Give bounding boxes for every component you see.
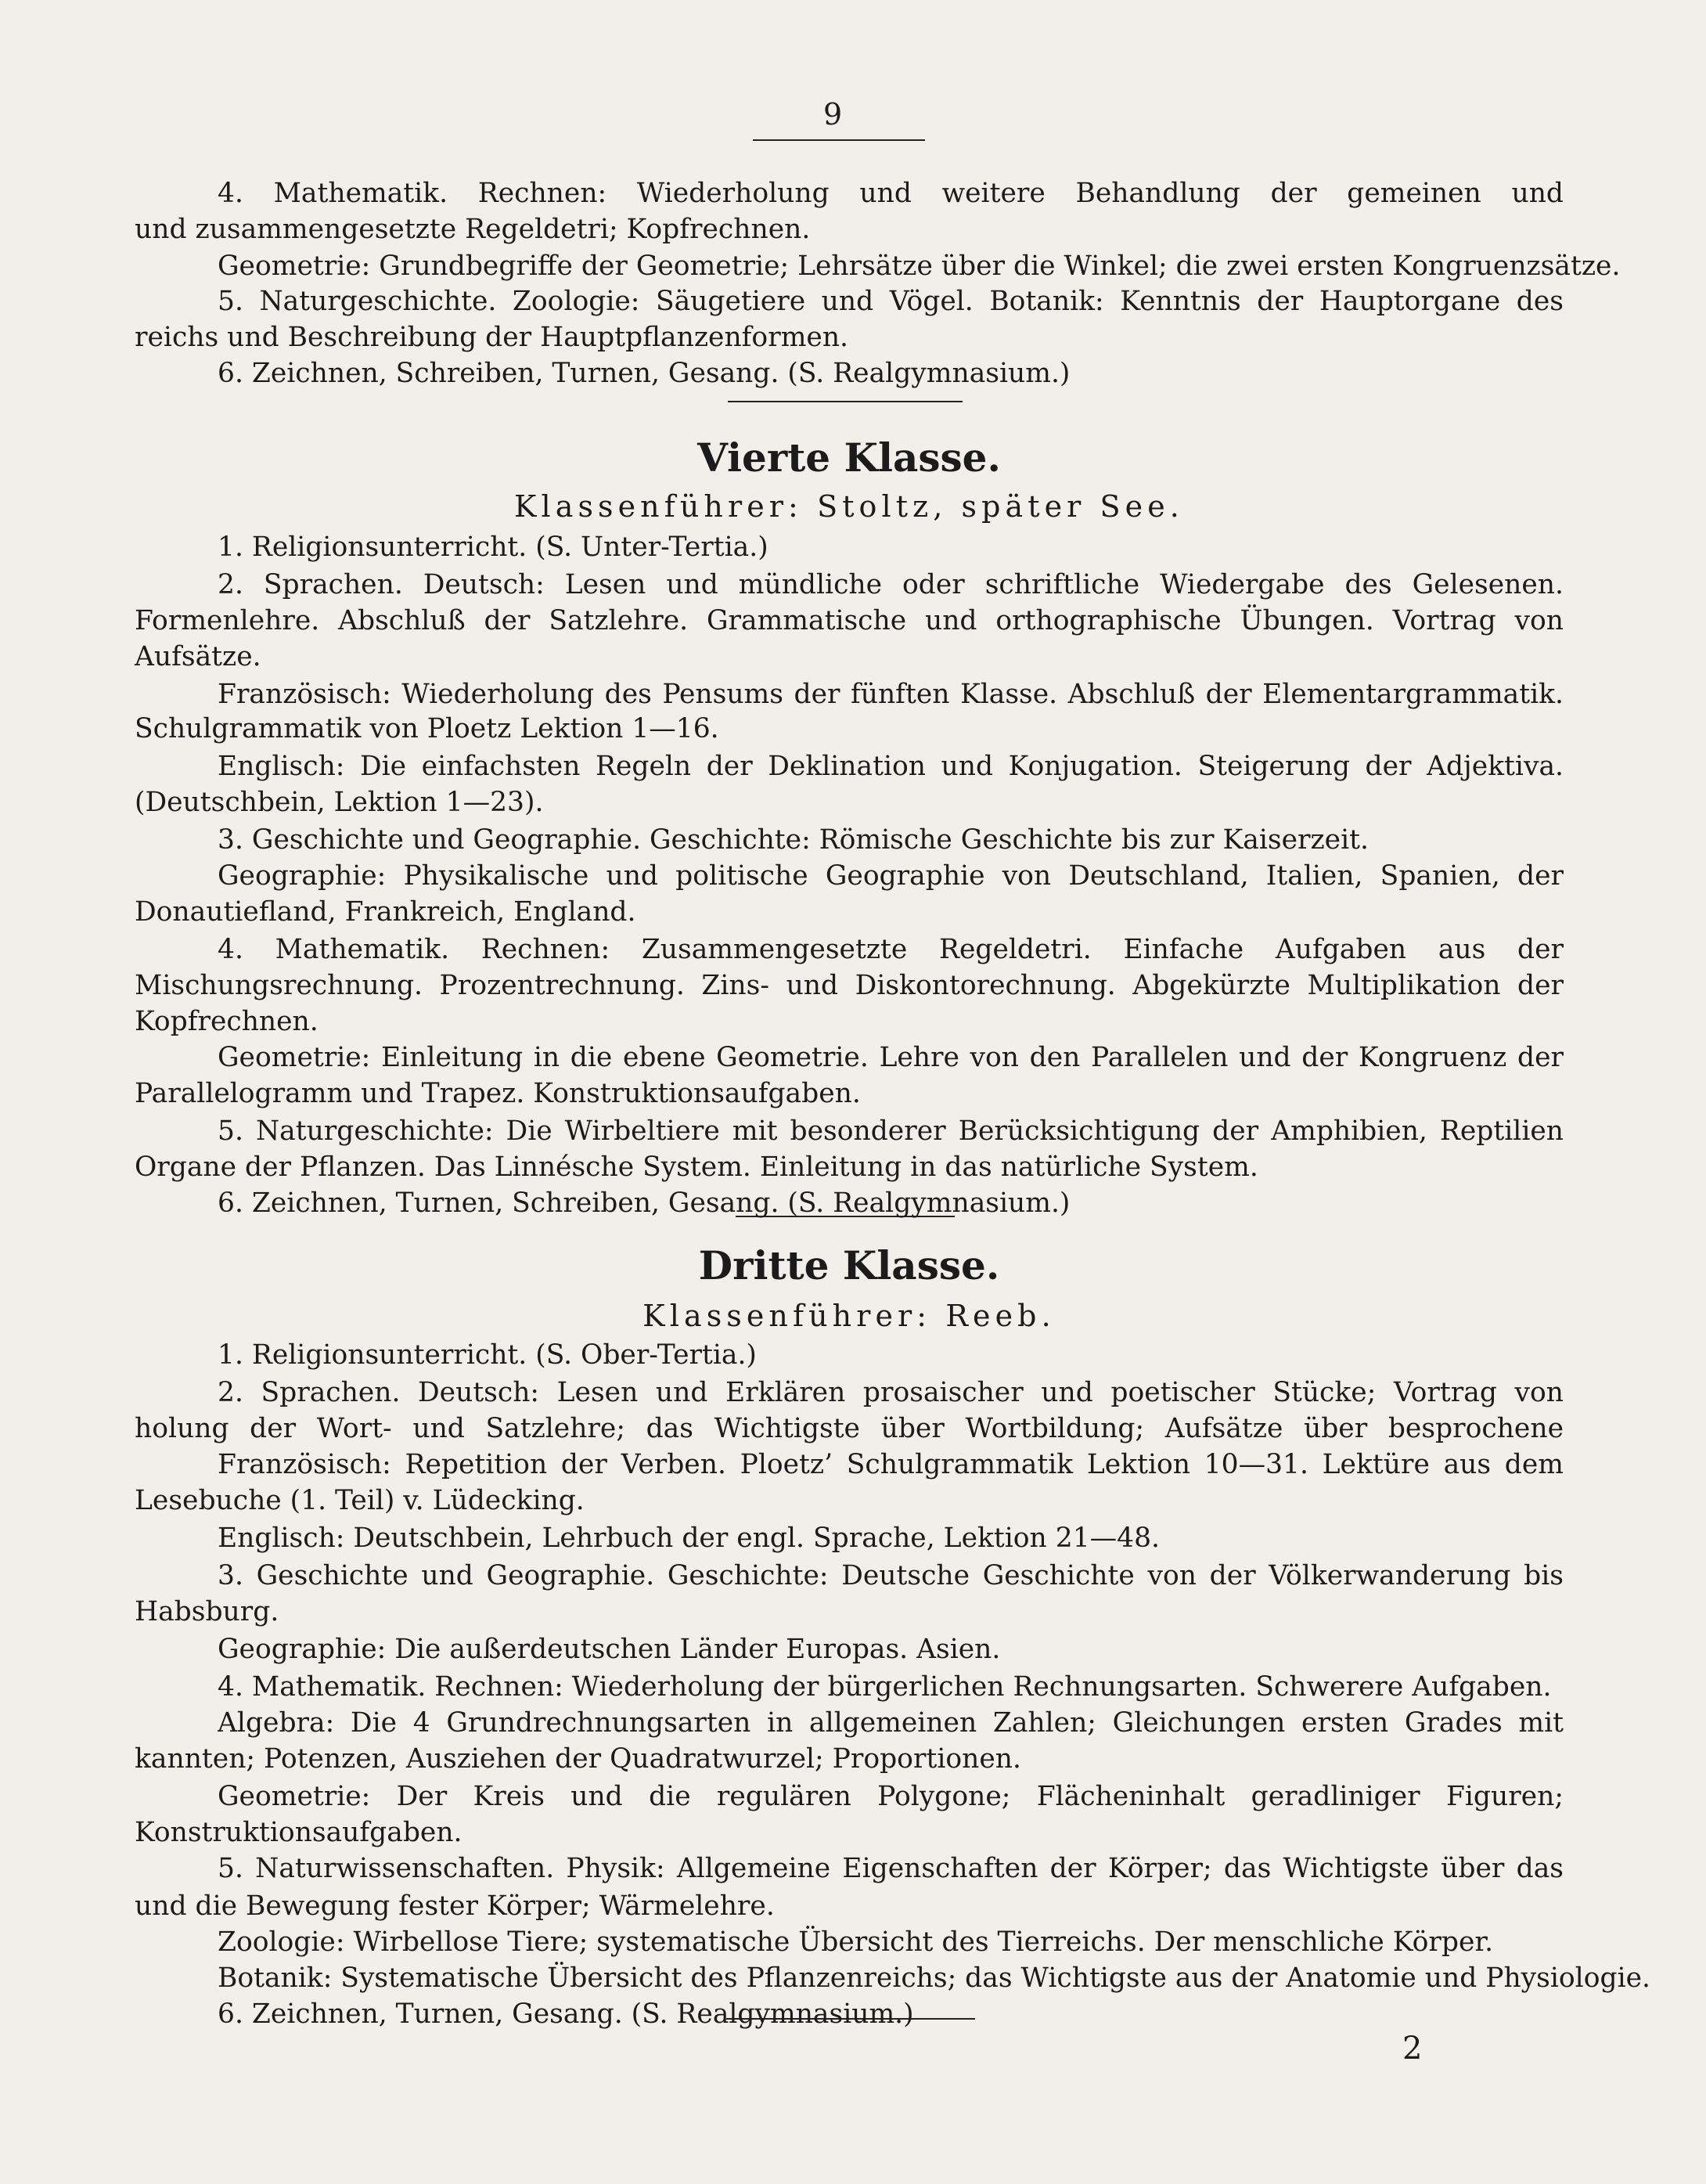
- subheading-klassenfuehrer: Klassenführer: Stoltz, später See.: [514, 489, 1184, 524]
- line-wortlehre: holung der Wort- und Satzlehre; das Wichtigste über Wortbildung; Aufsätze über besprochene: [135, 1413, 1564, 1444]
- line-4-mathematik: 4. Mathematik. Rechnen: Wiederholung und weitere Behandlung der gemeinen und: [218, 178, 1564, 209]
- line-religion: 1. Religionsunterricht. (S. Unter-Tertia.): [218, 532, 768, 563]
- line-konstruktion: Konstruktionsaufgaben.: [135, 1817, 462, 1848]
- line-botanik: Botanik: Systematische Übersicht des Pflanzenreichs; das Wichtigste aus der Anatomie und Physiologie.: [218, 1962, 1650, 1994]
- line-sprachen-deutsch: 2. Sprachen. Deutsch: Lesen und Erklären prosaischer und poetischer Stücke; Vortrag von: [218, 1377, 1564, 1408]
- line-habsburg: Habsburg.: [135, 1596, 279, 1627]
- subheading-klassenfuehrer-reeb: Klassenführer: Reeb.: [642, 1299, 1056, 1333]
- line-potenzen: kannten; Potenzen, Ausziehen der Quadratwurzel; Proportionen.: [135, 1743, 1021, 1775]
- line-kopfrechnen: Kopfrechnen.: [135, 1006, 319, 1037]
- line-geographie: Geographie: Physikalische und politische Geographie von Deutschland, Italien, Spanien, der: [218, 860, 1564, 892]
- line-franzoesisch: Französisch: Wiederholung des Pensums der fünften Klasse. Abschluß der Elementargrammatik.: [218, 679, 1564, 710]
- line-aufsaetze: Aufsätze.: [135, 641, 261, 672]
- line-naturwissenschaften: 5. Naturwissenschaften. Physik: Allgemeine Eigenschaften der Körper; das Wichtigste über das: [218, 1853, 1564, 1884]
- line-mischungsrechnung: Mischungsrechnung. Prozentrechnung. Zins- und Diskontorechnung. Abgekürzte Multiplikation der: [135, 970, 1564, 1001]
- line-zeichnen-turnen: 6. Zeichnen, Turnen, Schreiben, Gesang. (S. Realgymnasium.): [218, 1188, 1071, 1219]
- header-rule: [753, 139, 925, 141]
- line-geometrie-ebene: Geometrie: Einleitung in die ebene Geometrie. Lehre von den Parallelen und der Kongruenz der: [218, 1042, 1564, 1073]
- line-mathematik-rechnen: 4. Mathematik. Rechnen: Wiederholung der bürgerlichen Rechnungsarten. Schwerere Aufgaben.: [218, 1671, 1552, 1703]
- footer-number: 2: [1402, 2031, 1423, 2067]
- line-zeichnen-gesang: 6. Zeichnen, Turnen, Gesang. (S. Realgymnasium.): [218, 1998, 914, 2030]
- line-geometrie-kreis: Geometrie: Der Kreis und die regulären Polygone; Flächeninhalt geradliniger Figuren;: [218, 1781, 1564, 1812]
- line-geographie-europa: Geographie: Die außerdeutschen Länder Europas. Asien.: [218, 1634, 1001, 1665]
- line-bewegung: und die Bewegung fester Körper; Wärmelehre.: [135, 1890, 775, 1922]
- line-englisch-deutschbein: Englisch: Deutschbein, Lehrbuch der engl. Sprache, Lektion 21—48.: [218, 1523, 1161, 1554]
- line-deutschbein: (Deutschbein, Lektion 1—23).: [135, 787, 544, 818]
- line-religion-ober: 1. Religionsunterricht. (S. Ober-Tertia.): [218, 1339, 757, 1371]
- line-organe: Organe der Pflanzen. Das Linnésche System. Einleitung in das natürliche System.: [135, 1151, 1258, 1183]
- line-mathematik: 4. Mathematik. Rechnen: Zusammengesetzte Regeldetri. Einfache Aufgaben aus der: [218, 934, 1564, 965]
- line-algebra: Algebra: Die 4 Grundrechnungsarten in allgemeinen Zahlen; Gleichungen ersten Grades mit: [218, 1707, 1564, 1739]
- line-naturgeschichte: 5. Naturgeschichte. Zoologie: Säugetiere und Vögel. Botanik: Kenntnis der Hauptorgane des: [218, 286, 1564, 317]
- line-regeldetri: und zusammengesetzte Regeldetri; Kopfrechnen.: [135, 214, 811, 245]
- line-franzoesisch-verben: Französisch: Repetition der Verben. Ploetz’ Schulgrammatik Lektion 10—31. Lektüre aus dem: [218, 1449, 1564, 1480]
- line-donautiefland: Donautiefland, Frankreich, England.: [135, 896, 636, 928]
- heading-vierte-klasse: Vierte Klasse.: [697, 434, 1001, 481]
- heading-dritte-klasse: Dritte Klasse.: [698, 1242, 1000, 1288]
- line-formenlehre: Formenlehre. Abschluß der Satzlehre. Grammatische und orthographische Übungen. Vortrag von: [135, 605, 1564, 636]
- section-rule-1: [728, 401, 963, 402]
- line-parallelogramm: Parallelogramm und Trapez. Konstruktionsaufgaben.: [135, 1078, 861, 1109]
- line-geschichte-voelker: 3. Geschichte und Geographie. Geschichte: Deutsche Geschichte von der Völkerwanderung bis: [218, 1560, 1564, 1591]
- line-englisch: Englisch: Die einfachsten Regeln der Deklination und Konjugation. Steigerung der Adjektiva.: [218, 751, 1564, 782]
- line-sprachen: 2. Sprachen. Deutsch: Lesen und mündliche oder schriftliche Wiedergabe des Gelesenen.: [218, 569, 1564, 600]
- line-zoologie: Zoologie: Wirbellose Tiere; systematische Übersicht des Tierreichs. Der menschliche Körper.: [218, 1926, 1494, 1958]
- line-zeichnen: 6. Zeichnen, Schreiben, Turnen, Gesang. (S. Realgymnasium.): [218, 358, 1071, 389]
- page-number: 9: [823, 97, 843, 132]
- line-hauptpflanzenformen: reichs und Beschreibung der Hauptpflanzenformen.: [135, 322, 849, 353]
- line-lesebuche: Lesebuche (1. Teil) v. Lüdecking.: [135, 1485, 585, 1516]
- line-geometrie: Geometrie: Grundbegriffe der Geometrie; Lehrsätze über die Winkel; die zwei ersten Kongruenzsätze.: [218, 250, 1621, 282]
- line-schulgrammatik: Schulgrammatik von Ploetz Lektion 1—16.: [135, 713, 719, 744]
- line-geschichte: 3. Geschichte und Geographie. Geschichte: Römische Geschichte bis zur Kaiserzeit.: [218, 824, 1369, 856]
- line-naturgeschichte-wirbeltiere: 5. Naturgeschichte: Die Wirbeltiere mit besonderer Berücksichtigung der Amphibien, Reptilien: [218, 1115, 1564, 1147]
